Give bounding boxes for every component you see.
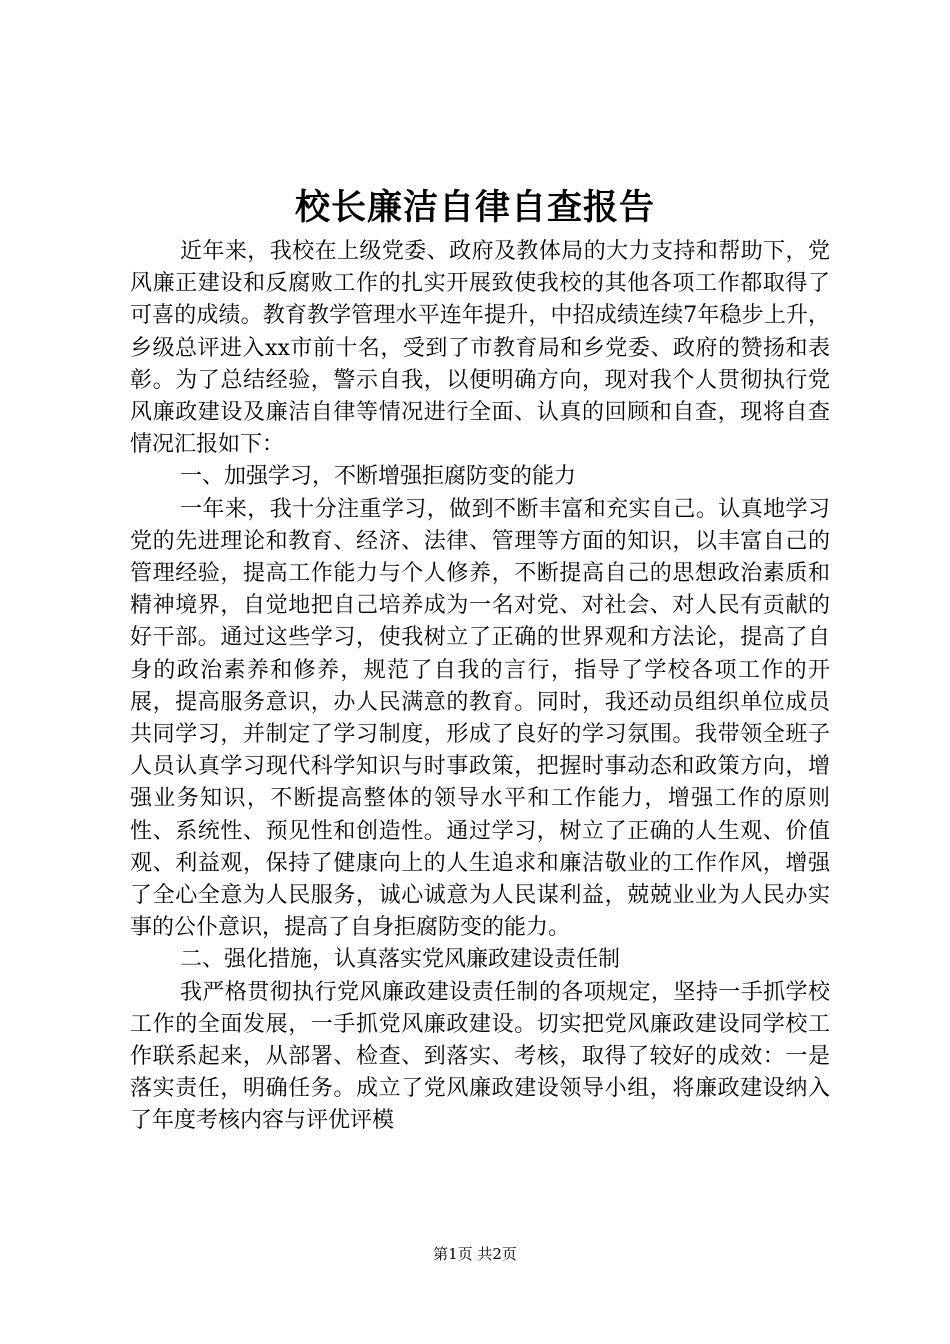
intro-paragraph: 近年来，我校在上级党委、政府及教体局的大力支持和帮助下，党风廉正建设和反腐败工作的扎实开展致使我校的其他各项工作都取得了可喜的成绩。教育教学管理水平连年提升，中招成绩连续7年稳步上升，乡级总评进入xx市前十名，受到了市教育局和乡党委、政府的赞扬和表彰。为了总结经验，警示自我，以便明确方向，现对我个人贯彻执行党风廉政建设及廉洁自律等情况进行全面、认真的回顾和自查，现将自查情况汇报如下： bbox=[130, 239, 830, 458]
section-2-paragraph: 我严格贯彻执行党风廉政建设责任制的各项规定，坚持一手抓学校工作的全面发展，一手抓党风廉政建设。切实把党风廉政建设同学校工作联系起来，从部署、检查、到落实、考核，取得了较好的成效：一是落实责任，明确任务。成立了党风廉政建设领导小组，将廉政建设纳入了年度考核内容与评优评模 bbox=[130, 979, 830, 1134]
section-heading-2: 二、强化措施，认真落实党风廉政建设责任制 bbox=[180, 947, 621, 973]
page-number-footer: 第1页 共2页 bbox=[433, 1245, 517, 1263]
section-heading-1: 一、加强学习，不断增强拒腐防变的能力 bbox=[180, 464, 577, 490]
section-1-paragraph: 一年来，我十分注重学习，做到不断丰富和充实自己。认真地学习党的先进理论和教育、经济、法律、管理等方面的知识，以丰富自己的管理经验，提高工作能力与个人修养，不断提高自己的思想政治素质和精神境界，自觉地把自己培养成为一名对党、对社会、对人民有贡献的好干部。通过这些学习，使我树立了正确的世界观和方法论，提高了自身的政治素养和修养，规范了自我的言行，指导了学校各项工作的开展，提高服务意识，办人民满意的教育。同时，我还动员组织单位成员共同学习，并制定了学习制度，形成了良好的学习氛围。我带领全班子人员认真学习现代科学知识与时事政策，把握时事动态和政策方向，增强业务知识，不断提高整体的领导水平和工作能力，增强工作的原则性、系统性、预见性和创造性。通过学习，树立了正确的人生观、价值观、利益观，保持了健康向上的人生追求和廉洁敬业的工作作风，增强了全心全意为人民服务，诚心诚意为人民谋利益，兢兢业业为人民办实事的公仆意识，提高了自身拒腐防变的能力。 bbox=[130, 496, 830, 941]
document-title: 校长廉洁自律自查报告 bbox=[294, 187, 655, 228]
document-body bbox=[130, 236, 830, 1138]
